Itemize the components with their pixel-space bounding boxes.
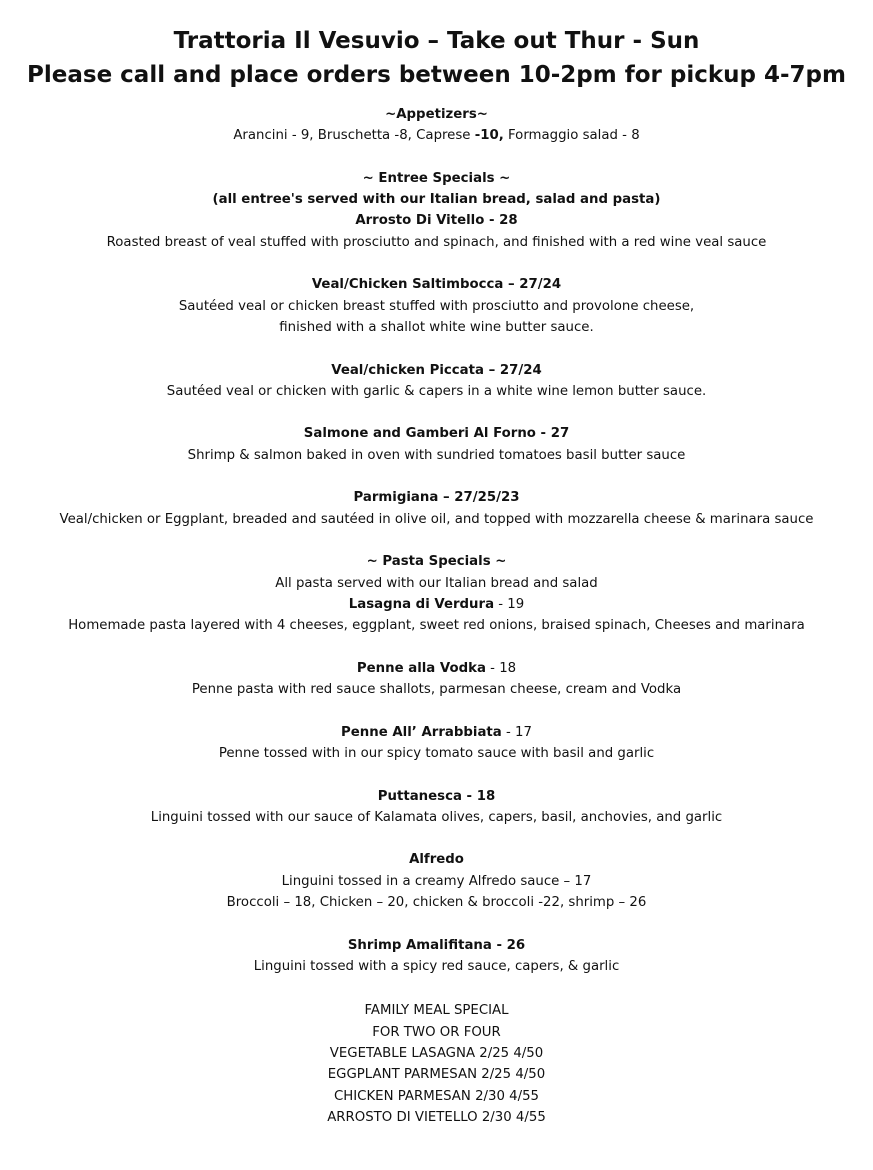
- family-meal-line: FAMILY MEAL SPECIAL: [364, 1003, 509, 1019]
- pasta-item-desc: Linguini tossed in a creamy Alfredo sauce – 17: [281, 873, 592, 889]
- pasta-item-name: Penne All’ Arrabbiata: [341, 724, 502, 740]
- entree-item-name: Salmone and Gamberi Al Forno - 27: [303, 426, 570, 442]
- pasta-item-name: Alfredo: [409, 852, 464, 868]
- entree-item-desc: Shrimp & salmon baked in oven with sundried tomatoes basil butter sauce: [187, 447, 686, 463]
- family-meal-line: ARROSTO DI VIETELLO 2/30 4/55: [327, 1109, 546, 1125]
- pasta-item-price: - 18: [485, 660, 517, 676]
- restaurant-title: Trattoria Il Vesuvio – Take out Thur - Sun: [173, 28, 700, 54]
- appetizers-items: [0, 125, 873, 146]
- pasta-item-desc: Penne pasta with red sauce shallots, parmesan cheese, cream and Vodka: [191, 682, 682, 698]
- entree-item-name: Arrosto Di Vitello - 28: [355, 213, 518, 229]
- menu-header: [0, 24, 873, 92]
- pasta-item-title: [0, 935, 873, 956]
- entree-item-name: Veal/chicken Piccata – 27/24: [331, 362, 542, 378]
- pasta-item-title: [0, 786, 873, 807]
- ordering-instructions: Please call and place orders between 10-2pm for pickup 4-7pm: [27, 62, 846, 88]
- appetizers-items-part2: Formaggio salad - 8: [503, 128, 640, 144]
- pasta-item-desc: Linguini tossed with our sauce of Kalamata olives, capers, basil, anchovies, and garlic: [150, 809, 723, 825]
- pasta-heading: ~ Pasta Specials ~: [366, 554, 507, 570]
- appetizers-heading: ~Appetizers~: [385, 107, 488, 122]
- appetizers-items-part1: Arancini - 9, Bruschetta -8, Caprese: [233, 128, 475, 144]
- entree-item-desc: Sautéed veal or chicken with garlic & capers in a white wine lemon butter sauce.: [166, 383, 707, 399]
- pasta-item-name: Shrimp Amalifitana - 26: [347, 937, 526, 953]
- entree-item-desc: finished with a shallot white wine butter sauce.: [279, 319, 594, 335]
- pasta-item-price: - 19: [494, 596, 525, 612]
- family-meal-line: FOR TWO OR FOUR: [372, 1024, 501, 1040]
- pasta-item-desc: Homemade pasta layered with 4 cheeses, eggplant, sweet red onions, braised spinach, Cheeses and marinara: [68, 618, 805, 634]
- pasta-item-title: [0, 658, 873, 679]
- family-meal-line: EGGPLANT PARMESAN 2/25 4/50: [327, 1067, 546, 1083]
- pasta-item-title: [0, 594, 873, 615]
- pasta-item-name: Penne alla Vodka: [356, 660, 486, 676]
- pasta-item-price: - 17: [501, 724, 532, 740]
- pasta-item-desc: Penne tossed with in our spicy tomato sauce with basil and garlic: [218, 745, 655, 761]
- entree-item-name: Veal/Chicken Saltimbocca – 27/24: [311, 277, 562, 293]
- family-meal-line: VEGETABLE LASAGNA 2/25 4/50: [329, 1046, 544, 1062]
- entree-note: (all entree's served with our Italian bread, salad and pasta): [212, 192, 661, 208]
- entree-item-desc: Roasted breast of veal stuffed with prosciutto and spinach, and finished with a red wine veal sauce: [106, 234, 767, 250]
- appetizers-items-bold: -10,: [474, 128, 504, 144]
- menu-body: [0, 104, 873, 1128]
- pasta-item-name: Lasagna di Verdura: [348, 596, 495, 612]
- pasta-item-desc: Linguini tossed with a spicy red sauce, capers, & garlic: [253, 958, 620, 974]
- pasta-item-name: Puttanesca - 18: [377, 788, 496, 804]
- entree-item-desc: Veal/chicken or Eggplant, breaded and sautéed in olive oil, and topped with mozzarella cheese & marinara sauce: [59, 511, 814, 527]
- family-meal-section: [0, 1000, 873, 1128]
- pasta-item-desc: Broccoli – 18, Chicken – 20, chicken & broccoli -22, shrimp – 26: [226, 894, 647, 910]
- pasta-item-title: [0, 722, 873, 743]
- entree-item-desc: Sautéed veal or chicken breast stuffed with prosciutto and provolone cheese,: [178, 298, 695, 314]
- family-meal-line: CHICKEN PARMESAN 2/30 4/55: [333, 1088, 540, 1104]
- entree-item-name: Parmigiana – 27/25/23: [353, 490, 520, 506]
- pasta-item-title: [0, 849, 873, 870]
- pasta-note: All pasta served with our Italian bread and salad: [275, 575, 598, 591]
- entree-heading: ~ Entree Specials ~: [362, 170, 511, 186]
